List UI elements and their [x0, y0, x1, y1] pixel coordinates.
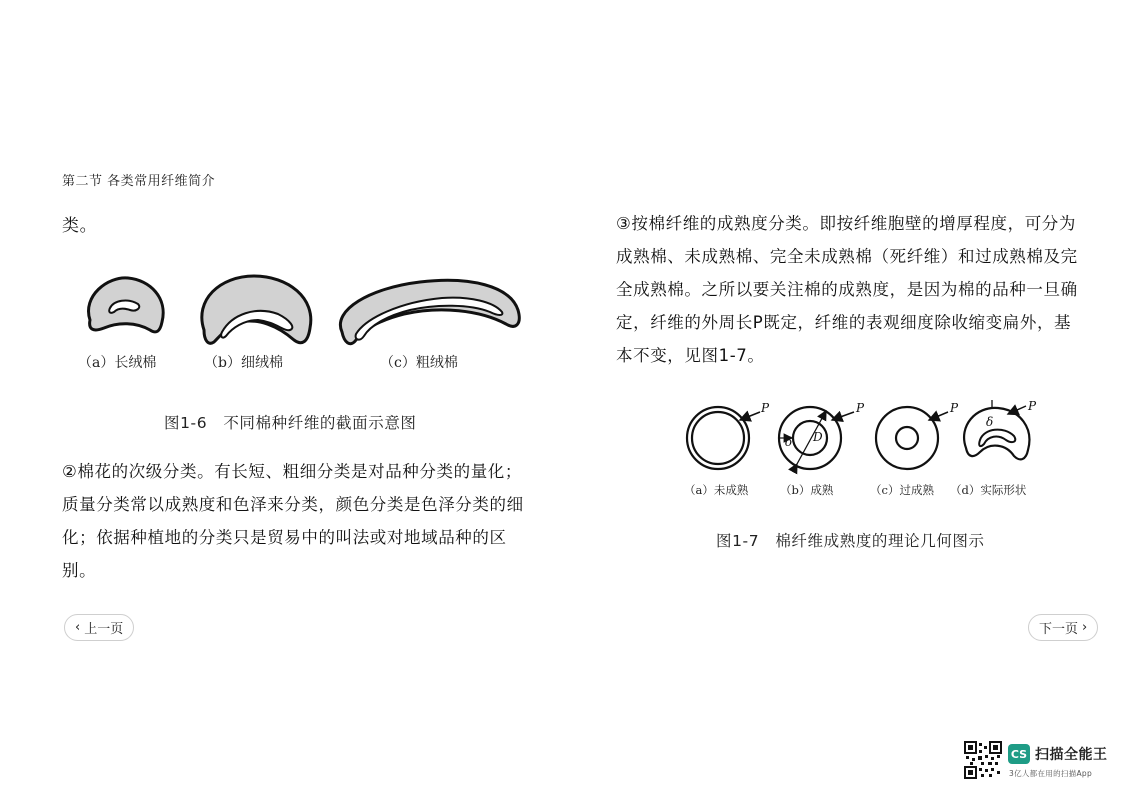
actual-shape-fiber-diagram: [964, 399, 1037, 459]
perimeter-symbol: P: [761, 401, 770, 415]
figure-1-7-illustration: [680, 398, 1060, 478]
figure-1-6-label-c: （c）粗绒棉: [380, 355, 458, 371]
mature-fiber-diagram: [778, 401, 865, 469]
fiber-section-long-staple: [89, 278, 164, 332]
right-paragraph-line: ③按棉纤维的成熟度分类。即按纤维胞壁的增厚程度，可分为: [616, 214, 1076, 233]
left-paragraph: [62, 455, 552, 587]
perimeter-symbol: P: [950, 401, 959, 415]
figure-1-6-label-a: （a）长绒棉: [78, 355, 157, 371]
left-paragraph-line: 质量分类常以成熟度和色泽来分类，颜色分类是色泽分类的细: [62, 495, 524, 514]
perimeter-symbol: P: [856, 401, 865, 415]
perimeter-symbol: P: [1028, 399, 1037, 413]
fiber-section-coarse-staple: [340, 280, 519, 343]
figure-1-7-label-d: （d）实际形状: [950, 483, 1027, 497]
left-paragraph-line: 化；依据种植地的分类只是贸易中的叫法或对地域品种的区: [62, 528, 507, 547]
qr-code-icon: [964, 741, 1002, 779]
figure-1-7-label-c: （c）过成熟: [870, 483, 934, 497]
section-header: 第二节 各类常用纤维简介: [62, 174, 216, 189]
immature-fiber-diagram: [687, 401, 770, 469]
prev-page-button[interactable]: [64, 614, 134, 641]
watermark-brand: [1008, 744, 1108, 764]
fiber-section-fine-staple: [202, 276, 311, 343]
figure-1-6-caption: 图1-6 不同棉种纤维的截面示意图: [164, 414, 417, 432]
next-page-label: 下一页: [1039, 622, 1079, 637]
figure-1-7-label-a: （a）未成熟: [684, 483, 749, 497]
chevron-right-icon: ›: [1082, 620, 1088, 635]
chevron-left-icon: ‹: [75, 620, 81, 635]
diameter-symbol: D: [813, 430, 823, 444]
right-paragraph-line: 成熟棉、未成熟棉、完全未成熟棉（死纤维）和过成熟棉及完: [616, 247, 1078, 266]
right-paragraph: [616, 207, 1106, 372]
next-page-button[interactable]: [1028, 614, 1098, 641]
left-top-text: 类。: [62, 216, 98, 236]
camscanner-logo: CS: [1008, 744, 1030, 764]
wall-thickness-symbol: δ: [785, 435, 793, 449]
watermark-tagline: 3亿人都在用的扫描App: [1009, 769, 1093, 778]
right-paragraph-line: 本不变，见图1-7。: [616, 346, 765, 365]
left-paragraph-line: ②棉花的次级分类。有长短、粗细分类是对品种分类的量化；: [62, 462, 522, 481]
figure-1-7-labels: [680, 480, 1060, 502]
right-paragraph-line: 定，纤维的外周长P既定，纤维的表观细度除收缩变扁外，基: [616, 313, 1072, 332]
figure-1-7-label-b: （b）成熟: [780, 483, 834, 497]
figure-1-6-label-b: （b）细绒棉: [204, 355, 283, 371]
figure-1-7-caption: 图1-7 棉纤维成熟度的理论几何图示: [716, 532, 985, 550]
wall-thickness-symbol: δ: [986, 415, 994, 429]
left-paragraph-line: 别。: [62, 561, 97, 580]
overmature-fiber-diagram: [876, 401, 959, 469]
prev-page-label: 上一页: [84, 622, 124, 637]
right-paragraph-line: 全成熟棉。之所以要关注棉的成熟度，是因为棉的品种一旦确: [616, 280, 1078, 299]
watermark-app-name: 扫描全能王: [1035, 747, 1108, 763]
